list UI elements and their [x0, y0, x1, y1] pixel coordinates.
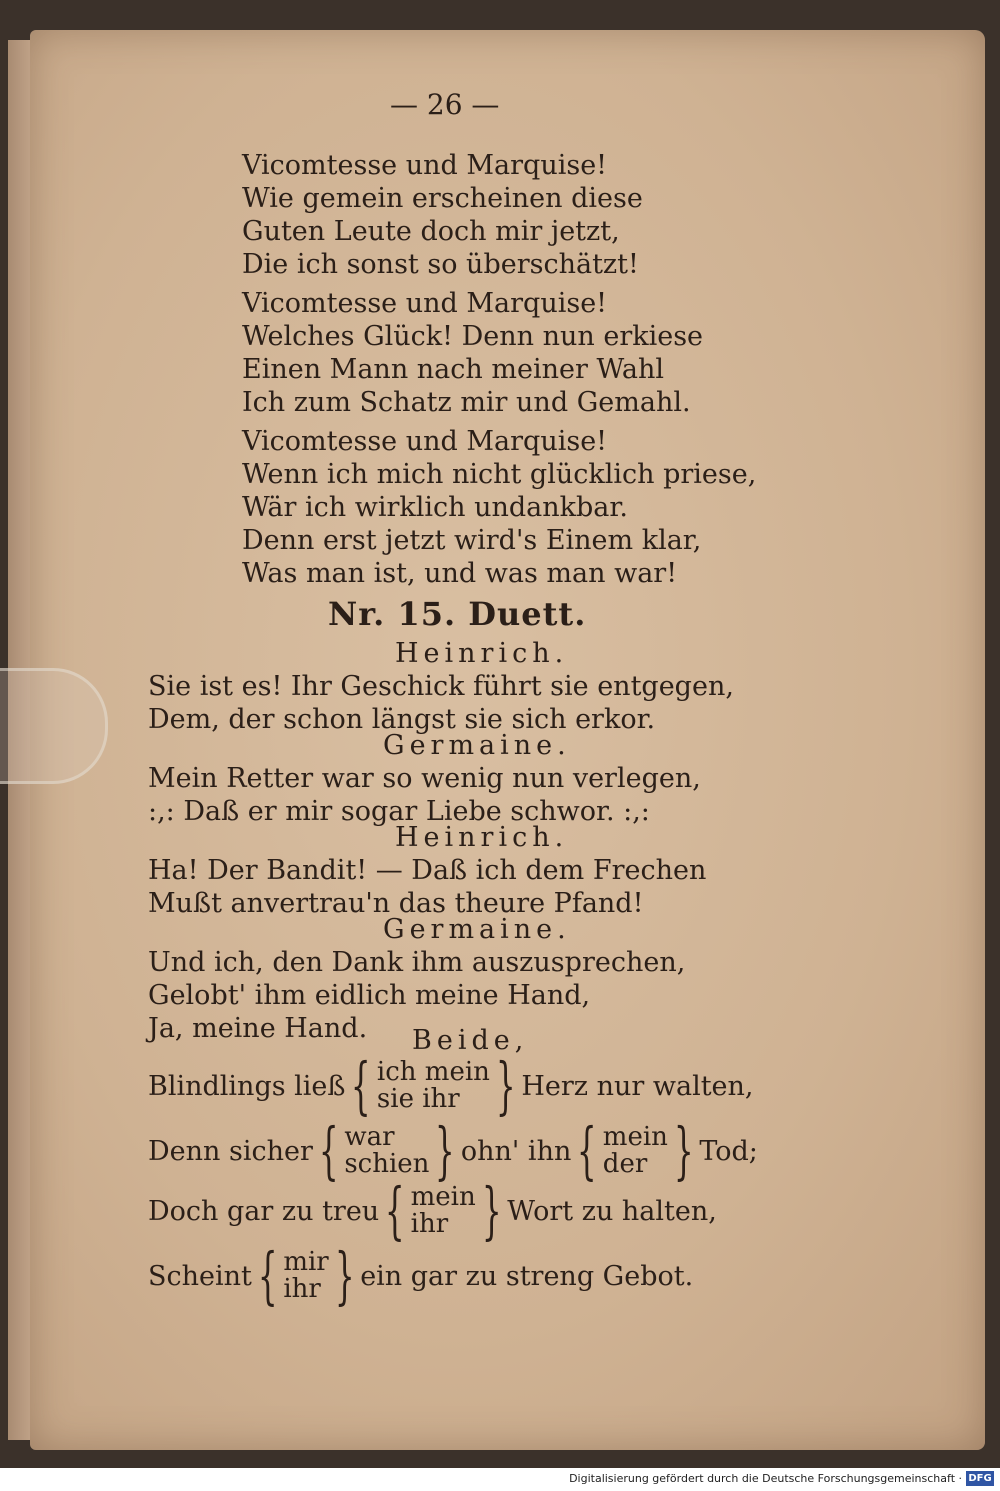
verse-line: Einen Mann nach meiner Wahl	[242, 354, 664, 385]
variant-stack	[411, 1184, 476, 1238]
speaker-label: Germaine.	[383, 914, 571, 945]
variant-bottom: ihr	[283, 1274, 321, 1304]
braced-line	[148, 1049, 754, 1122]
variant-stack	[344, 1124, 429, 1178]
verse-line: Denn erst jetzt wird's Einem klar,	[242, 525, 702, 556]
verse-line: Ich zum Schatz mir und Gemahl.	[242, 387, 691, 418]
right-brace: }	[495, 1049, 516, 1122]
verse-line: Mußt anvertrau'n das theure Pfand!	[148, 888, 644, 919]
braced-line-pre: Denn sicher	[148, 1135, 313, 1167]
verse-line: Ha! Der Bandit! — Daß ich dem Frechen	[148, 855, 707, 886]
variant-top: mein	[602, 1122, 668, 1152]
braced-line-post: Tod;	[699, 1135, 758, 1167]
verse-line: Wie gemein erscheinen diese	[242, 183, 643, 214]
verse-line: Wär ich wirklich undankbar.	[242, 492, 628, 523]
variant-top: ich mein	[376, 1057, 490, 1087]
variant-top: mir	[283, 1247, 329, 1277]
dfg-logo: DFG	[966, 1471, 994, 1486]
verse-line: Vicomtesse und Marquise!	[242, 150, 608, 181]
braced-line-pre: Doch gar zu treu	[148, 1195, 380, 1227]
variant-stack	[377, 1059, 490, 1113]
right-brace: }	[334, 1239, 355, 1312]
verse-line: Was man ist, und was man war!	[242, 558, 678, 589]
variant-bottom: schien	[344, 1149, 430, 1179]
verse-line: Ja, meine Hand.	[148, 1013, 368, 1044]
section-heading: Nr. 15. Duett.	[328, 595, 587, 633]
right-brace: }	[481, 1174, 502, 1247]
verse-line: Mein Retter war so wenig nun verlegen,	[148, 763, 701, 794]
verse-line: Welches Glück! Denn nun erkiese	[242, 321, 704, 352]
left-brace: {	[351, 1049, 372, 1122]
verse-line: Vicomtesse und Marquise!	[242, 288, 608, 319]
variant-bottom: sie ihr	[376, 1084, 460, 1114]
page-clip	[0, 668, 108, 784]
verse-line: Die ich sonst so überschätzt!	[242, 249, 639, 280]
variant-top: mein	[410, 1182, 476, 1212]
braced-line-mid: ohn' ihn	[460, 1135, 572, 1167]
braced-line	[148, 1114, 758, 1187]
verse-line: Guten Leute doch mir jetzt,	[242, 216, 620, 247]
verse-line: Vicomtesse und Marquise!	[242, 426, 608, 457]
braced-line	[148, 1174, 717, 1247]
verse-line: :,: Daß er mir sogar Liebe schwor. :,:	[148, 796, 650, 827]
left-brace: {	[318, 1114, 339, 1187]
speaker-label: Beide,	[412, 1025, 529, 1056]
verse-line: Und ich, den Dank ihm auszusprechen,	[148, 947, 686, 978]
left-brace: {	[257, 1239, 278, 1312]
page-number: — 26 —	[390, 88, 500, 121]
verse-line: Dem, der schon längst sie sich erkor.	[148, 704, 656, 735]
right-brace: }	[435, 1114, 456, 1187]
verse-line: Wenn ich mich nicht glücklich priese,	[242, 459, 757, 490]
right-brace: }	[673, 1114, 694, 1187]
left-brace: {	[385, 1174, 405, 1247]
variant-bottom: der	[602, 1149, 648, 1179]
verse-line: Gelobt' ihm eidlich meine Hand,	[148, 980, 591, 1011]
variant-stack	[603, 1124, 668, 1178]
braced-line-post: ein gar zu streng Gebot.	[360, 1260, 694, 1292]
speaker-label: Heinrich.	[395, 822, 569, 853]
left-brace: {	[577, 1114, 597, 1187]
variant-bottom: ihr	[410, 1209, 449, 1239]
speaker-label: Heinrich.	[395, 638, 569, 669]
braced-line-post: Herz nur walten,	[521, 1070, 754, 1102]
verse-line: Sie ist es! Ihr Geschick führt sie entgegen,	[148, 671, 734, 702]
variant-stack	[283, 1249, 328, 1303]
braced-line-pre: Scheint	[148, 1260, 252, 1292]
footer-credit: Digitalisierung gefördert durch die Deutsche Forschungsgemeinschaft ·	[569, 1472, 962, 1485]
braced-line-post: Wort zu halten,	[507, 1195, 717, 1227]
variant-top: war	[344, 1122, 395, 1152]
braced-line	[148, 1239, 694, 1312]
footer-bar	[0, 1468, 1000, 1491]
braced-line-pre: Blindlings ließ	[148, 1070, 346, 1102]
speaker-label: Germaine.	[383, 730, 571, 761]
